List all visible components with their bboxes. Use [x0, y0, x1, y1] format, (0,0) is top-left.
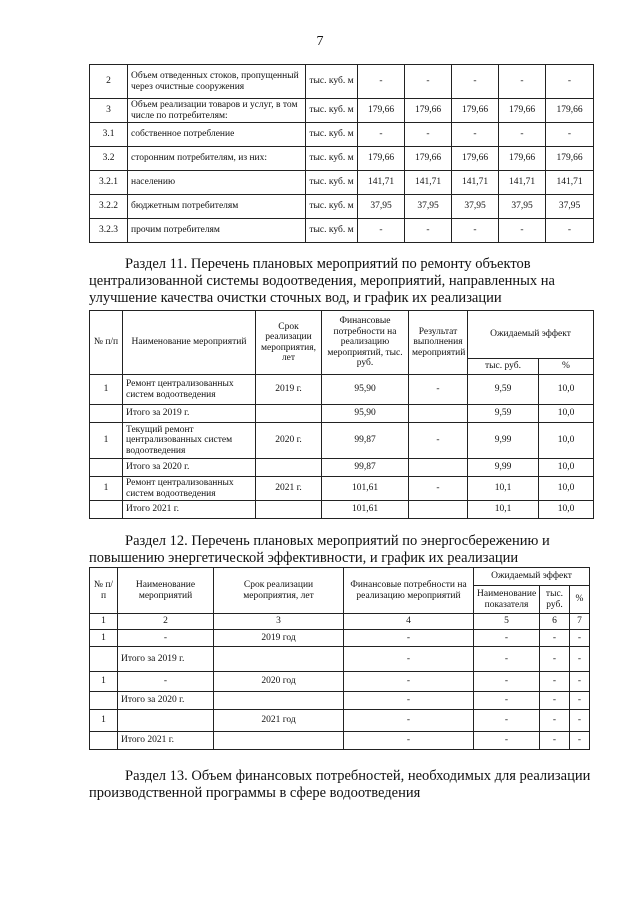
- row-pct: 10,0: [539, 423, 594, 459]
- row-number: 3.1: [90, 123, 128, 147]
- row-name: Итого 2021 г.: [123, 501, 256, 519]
- value-cell: -: [452, 65, 499, 99]
- row-finance: 95,90: [322, 405, 409, 423]
- value-cell: -: [499, 123, 546, 147]
- header-num: № п/п: [90, 311, 123, 375]
- row-number: [90, 501, 123, 519]
- row-term: [256, 459, 322, 477]
- unit-cell: тыс. куб. м: [306, 123, 358, 147]
- row-rub: -: [540, 630, 570, 647]
- row-number: [90, 459, 123, 477]
- header-pct: %: [570, 586, 590, 614]
- row-finance: -: [344, 692, 474, 710]
- row-name: Итого 2021 г.: [118, 732, 214, 750]
- column-number: 5: [474, 614, 540, 630]
- value-cell: 37,95: [405, 195, 452, 219]
- row-finance: 101,61: [322, 477, 409, 501]
- row-term: [256, 501, 322, 519]
- row-indicator: -: [474, 647, 540, 672]
- column-number: 1: [90, 614, 118, 630]
- header-rub: тыс. руб.: [540, 586, 570, 614]
- row-term: 2020 год: [214, 672, 344, 692]
- table-row: [90, 65, 594, 99]
- section-13-heading: [89, 768, 593, 802]
- row-finance: -: [344, 710, 474, 732]
- row-pct: -: [570, 630, 590, 647]
- energy-saving-table: [89, 567, 590, 750]
- table-row: [90, 195, 594, 219]
- value-cell: 37,95: [452, 195, 499, 219]
- unit-cell: тыс. куб. м: [306, 99, 358, 123]
- row-term: 2019 год: [214, 630, 344, 647]
- heading-line: повышению энергетической эффективности, и график их реализации: [89, 550, 519, 566]
- row-rub: 9,59: [468, 405, 539, 423]
- unit-cell: тыс. куб. м: [306, 147, 358, 171]
- row-pct: -: [570, 692, 590, 710]
- heading-line: Раздел 12. Перечень плановых мероприятий по энергосбережению и: [125, 533, 550, 549]
- table-row: [90, 219, 594, 243]
- value-cell: -: [358, 123, 405, 147]
- table-row: [90, 123, 594, 147]
- row-term: [214, 692, 344, 710]
- row-term: 2021 год: [214, 710, 344, 732]
- row-name: бюджетным потребителям: [128, 195, 306, 219]
- value-cell: -: [452, 123, 499, 147]
- row-result: -: [409, 375, 468, 405]
- row-pct: 10,0: [539, 459, 594, 477]
- row-name: собственное потребление: [128, 123, 306, 147]
- row-name: прочим потребителям: [128, 219, 306, 243]
- value-cell: 179,66: [499, 99, 546, 123]
- row-number: 1: [90, 710, 118, 732]
- row-number: [90, 405, 123, 423]
- row-indicator: -: [474, 710, 540, 732]
- row-number: 1: [90, 423, 123, 459]
- value-cell: 179,66: [358, 99, 405, 123]
- table-row: [90, 630, 590, 647]
- row-pct: -: [570, 672, 590, 692]
- value-cell: -: [499, 219, 546, 243]
- header-name: Наименование мероприятий: [123, 311, 256, 375]
- heading-line: улучшение качества очистки сточных вод, и график их реализации: [89, 290, 502, 306]
- header-term: Срок реализации мероприятия, лет: [214, 568, 344, 614]
- row-name: Ремонт централизованных систем водоотведения: [123, 477, 256, 501]
- value-cell: 179,66: [499, 147, 546, 171]
- value-cell: 179,66: [405, 147, 452, 171]
- table-row: [90, 710, 590, 732]
- row-indicator: -: [474, 692, 540, 710]
- header-effect: Ожидаемый эффект: [468, 311, 594, 359]
- row-rub: 10,1: [468, 501, 539, 519]
- table-row: [90, 171, 594, 195]
- row-number: 3: [90, 99, 128, 123]
- value-cell: 37,95: [358, 195, 405, 219]
- row-rub: -: [540, 710, 570, 732]
- value-cell: 179,66: [452, 147, 499, 171]
- header-result: Результат выполнения мероприятий: [409, 311, 468, 375]
- row-finance: -: [344, 630, 474, 647]
- header-term: Срок реализации мероприятия, лет: [256, 311, 322, 375]
- header-finance: Финансовые потребности на реализацию мероприятий, тыс. руб.: [322, 311, 409, 375]
- row-pct: -: [570, 732, 590, 750]
- heading-line: Раздел 11. Перечень плановых мероприятий по ремонту объектов: [125, 256, 531, 272]
- row-pct: -: [570, 647, 590, 672]
- row-term: 2019 г.: [256, 375, 322, 405]
- value-cell: -: [452, 219, 499, 243]
- unit-cell: тыс. куб. м: [306, 171, 358, 195]
- row-number: [90, 647, 118, 672]
- value-cell: -: [546, 65, 594, 99]
- value-cell: 141,71: [452, 171, 499, 195]
- repair-measures-table: [89, 310, 594, 519]
- header-num: № п/п: [90, 568, 118, 614]
- value-cell: 141,71: [546, 171, 594, 195]
- row-name: Объем отведенных стоков, пропущенный через очистные сооружения: [128, 65, 306, 99]
- heading-line: Раздел 13. Объем финансовых потребностей, необходимых для реализации: [125, 768, 591, 784]
- table-row: [90, 732, 590, 750]
- row-name: Итого за 2020 г.: [123, 459, 256, 477]
- row-result: -: [409, 423, 468, 459]
- value-cell: 179,66: [405, 99, 452, 123]
- row-number: 1: [90, 477, 123, 501]
- column-numbers-row: [90, 614, 590, 630]
- row-rub: -: [540, 672, 570, 692]
- column-number: 4: [344, 614, 474, 630]
- table-row: [90, 672, 590, 692]
- value-cell: -: [405, 219, 452, 243]
- section-11-heading: [89, 256, 593, 307]
- row-number: 3.2.2: [90, 195, 128, 219]
- header-rub: тыс. руб.: [468, 359, 539, 375]
- row-term: [256, 405, 322, 423]
- row-name: Текущий ремонт централизованных систем водоотведения: [123, 423, 256, 459]
- value-cell: 179,66: [452, 99, 499, 123]
- row-number: 1: [90, 630, 118, 647]
- row-number: 1: [90, 672, 118, 692]
- row-rub: 9,59: [468, 375, 539, 405]
- value-cell: 141,71: [405, 171, 452, 195]
- row-finance: 95,90: [322, 375, 409, 405]
- row-rub: -: [540, 692, 570, 710]
- row-name: Итого за 2019 г.: [118, 647, 214, 672]
- row-term: [214, 732, 344, 750]
- value-cell: 141,71: [358, 171, 405, 195]
- row-indicator: -: [474, 732, 540, 750]
- value-cell: -: [499, 65, 546, 99]
- row-name: -: [118, 672, 214, 692]
- row-name: Итого за 2019 г.: [123, 405, 256, 423]
- row-term: 2020 г.: [256, 423, 322, 459]
- row-name: -: [118, 630, 214, 647]
- row-name: Ремонт централизованных систем водоотведения: [123, 375, 256, 405]
- header-finance: Финансовые потребности на реализацию мероприятий: [344, 568, 474, 614]
- header-indicator: Наименование показателя: [474, 586, 540, 614]
- row-finance: 99,87: [322, 459, 409, 477]
- row-number: [90, 732, 118, 750]
- row-indicator: -: [474, 630, 540, 647]
- row-rub: 9,99: [468, 459, 539, 477]
- table-row: [90, 375, 594, 405]
- row-rub: -: [540, 732, 570, 750]
- column-number: 3: [214, 614, 344, 630]
- row-finance: 101,61: [322, 501, 409, 519]
- unit-cell: тыс. куб. м: [306, 219, 358, 243]
- value-cell: 37,95: [499, 195, 546, 219]
- value-cell: -: [546, 219, 594, 243]
- value-cell: -: [405, 65, 452, 99]
- row-finance: -: [344, 672, 474, 692]
- row-result: -: [409, 477, 468, 501]
- row-number: 3.2.3: [90, 219, 128, 243]
- table-row: [90, 423, 594, 459]
- header-name: Наименование мероприятий: [118, 568, 214, 614]
- heading-line: централизованной системы водоотведения, мероприятий, направленных на: [89, 273, 555, 289]
- row-result: [409, 459, 468, 477]
- row-indicator: -: [474, 672, 540, 692]
- value-cell: -: [405, 123, 452, 147]
- column-number: 6: [540, 614, 570, 630]
- table-row: [90, 501, 594, 519]
- row-number: [90, 692, 118, 710]
- row-number: 2: [90, 65, 128, 99]
- value-cell: -: [358, 219, 405, 243]
- table-row: [90, 647, 590, 672]
- row-pct: -: [570, 710, 590, 732]
- value-cell: -: [546, 123, 594, 147]
- row-finance: 99,87: [322, 423, 409, 459]
- table-row: [90, 147, 594, 171]
- row-result: [409, 405, 468, 423]
- row-name: Итого за 2020 г.: [118, 692, 214, 710]
- row-number: 1: [90, 375, 123, 405]
- column-number: 2: [118, 614, 214, 630]
- unit-cell: тыс. куб. м: [306, 195, 358, 219]
- header-effect: Ожидаемый эффект: [474, 568, 590, 586]
- value-cell: 37,95: [546, 195, 594, 219]
- value-cell: 179,66: [546, 99, 594, 123]
- value-cell: 179,66: [546, 147, 594, 171]
- value-cell: -: [358, 65, 405, 99]
- unit-cell: тыс. куб. м: [306, 65, 358, 99]
- table-row: [90, 692, 590, 710]
- row-number: 3.2.1: [90, 171, 128, 195]
- row-finance: -: [344, 647, 474, 672]
- header-pct: %: [539, 359, 594, 375]
- row-rub: 10,1: [468, 477, 539, 501]
- row-rub: -: [540, 647, 570, 672]
- production-volume-table: [89, 64, 594, 243]
- heading-line: производственной программы в сфере водоотведения: [89, 785, 421, 801]
- table-row: [90, 477, 594, 501]
- value-cell: 179,66: [358, 147, 405, 171]
- row-term: 2021 г.: [256, 477, 322, 501]
- row-pct: 10,0: [539, 477, 594, 501]
- row-name: Объем реализации товаров и услуг, в том числе по потребителям:: [128, 99, 306, 123]
- section-12-heading: [89, 533, 593, 567]
- row-number: 3.2: [90, 147, 128, 171]
- row-pct: 10,0: [539, 501, 594, 519]
- value-cell: 141,71: [499, 171, 546, 195]
- row-pct: 10,0: [539, 405, 594, 423]
- row-pct: 10,0: [539, 375, 594, 405]
- table-row: [90, 405, 594, 423]
- row-term: [214, 647, 344, 672]
- table-row: [90, 99, 594, 123]
- table-row: [90, 459, 594, 477]
- row-result: [409, 501, 468, 519]
- row-name: сторонним потребителям, из них:: [128, 147, 306, 171]
- row-finance: -: [344, 732, 474, 750]
- row-name: [118, 710, 214, 732]
- column-number: 7: [570, 614, 590, 630]
- row-name: населению: [128, 171, 306, 195]
- page-number: 7: [316, 34, 324, 49]
- row-rub: 9,99: [468, 423, 539, 459]
